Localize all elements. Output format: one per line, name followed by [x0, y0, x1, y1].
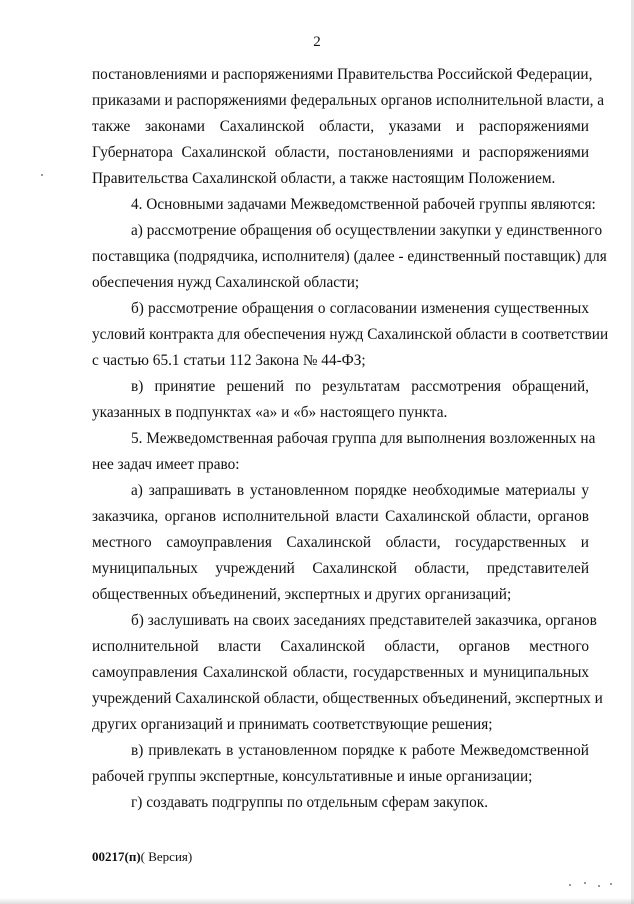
- footer-code: [92, 848, 192, 866]
- document-code: 00217(п): [92, 849, 141, 864]
- text-line: заказчика, органов исполнительной власти Сахалинской области, органов: [92, 508, 589, 525]
- text-line: рабочей группы экспертные, консультативные и иные организации;: [92, 768, 533, 785]
- text-line: других организаций и принимать соответствующие решения;: [92, 716, 493, 733]
- text-line: условий контракта для обеспечения нужд Сахалинской области в соответствии: [92, 326, 609, 343]
- text-line: 4. Основными задачами Межведомственной рабочей группы являются:: [131, 196, 596, 213]
- scan-edge-bottom: [0, 898, 634, 904]
- text-line: а) запрашивать в установленном порядке необходимые материалы у: [131, 482, 589, 499]
- text-line: обеспечения нужд Сахалинской области;: [92, 274, 360, 291]
- text-line: исполнительной власти Сахалинской области, органов местного: [92, 638, 589, 655]
- scan-speck: [584, 882, 586, 884]
- text-line: муниципальных учреждений Сахалинской области, представителей: [92, 560, 589, 577]
- text-line: указанных в подпунктах «а» и «б» настоящего пункта.: [92, 404, 448, 421]
- scan-speck: [598, 885, 600, 887]
- text-line: с частью 65.1 статьи 112 Закона № 44-ФЗ;: [92, 352, 366, 369]
- text-line: местного самоуправления Сахалинской области, государственных и: [92, 534, 589, 551]
- text-line: также законами Сахалинской области, указами и распоряжениями: [92, 118, 589, 135]
- text-line: поставщика (подрядчика, исполнителя) (далее - единственный поставщик) для: [92, 248, 607, 265]
- text-line: Губернатора Сахалинской области, постановлениями и распоряжениями: [92, 144, 589, 161]
- text-line: приказами и распоряжениями федеральных органов исполнительной власти, а: [92, 92, 605, 109]
- text-line: постановлениями и распоряжениями Правительства Российской Федерации,: [92, 66, 593, 83]
- document-version: ( Версия): [140, 849, 193, 864]
- text-line: общественных объединений, экспертных и других организаций;: [92, 586, 512, 603]
- scan-speck: [41, 174, 43, 176]
- text-line: б) заслушивать на своих заседаниях представителей заказчика, органов: [131, 612, 597, 629]
- text-line: а) рассмотрение обращения об осуществлении закупки у единственного: [131, 222, 603, 239]
- text-line: учреждений Сахалинской области, общественных объединений, экспертных и: [92, 690, 603, 707]
- text-line: б) рассмотрение обращения о согласовании изменения существенных: [131, 300, 589, 317]
- text-line: в) привлекать в установленном порядке к работе Межведомственной: [131, 742, 589, 759]
- text-line: 5. Межведомственная рабочая группа для выполнения возложенных на: [131, 430, 596, 447]
- page-number: 2: [313, 34, 321, 50]
- text-line: в) принятие решений по результатам рассмотрения обращений,: [131, 378, 589, 395]
- text-line: г) создавать подгруппы по отдельным сферам закупок.: [131, 794, 489, 811]
- text-line: Правительства Сахалинской области, а также настоящим Положением.: [92, 170, 556, 187]
- text-line: нее задач имеет право:: [92, 456, 240, 473]
- text-line: самоуправления Сахалинской области, государственных и муниципальных: [92, 664, 589, 681]
- scan-speck: [569, 884, 571, 886]
- scan-speck: [610, 883, 612, 885]
